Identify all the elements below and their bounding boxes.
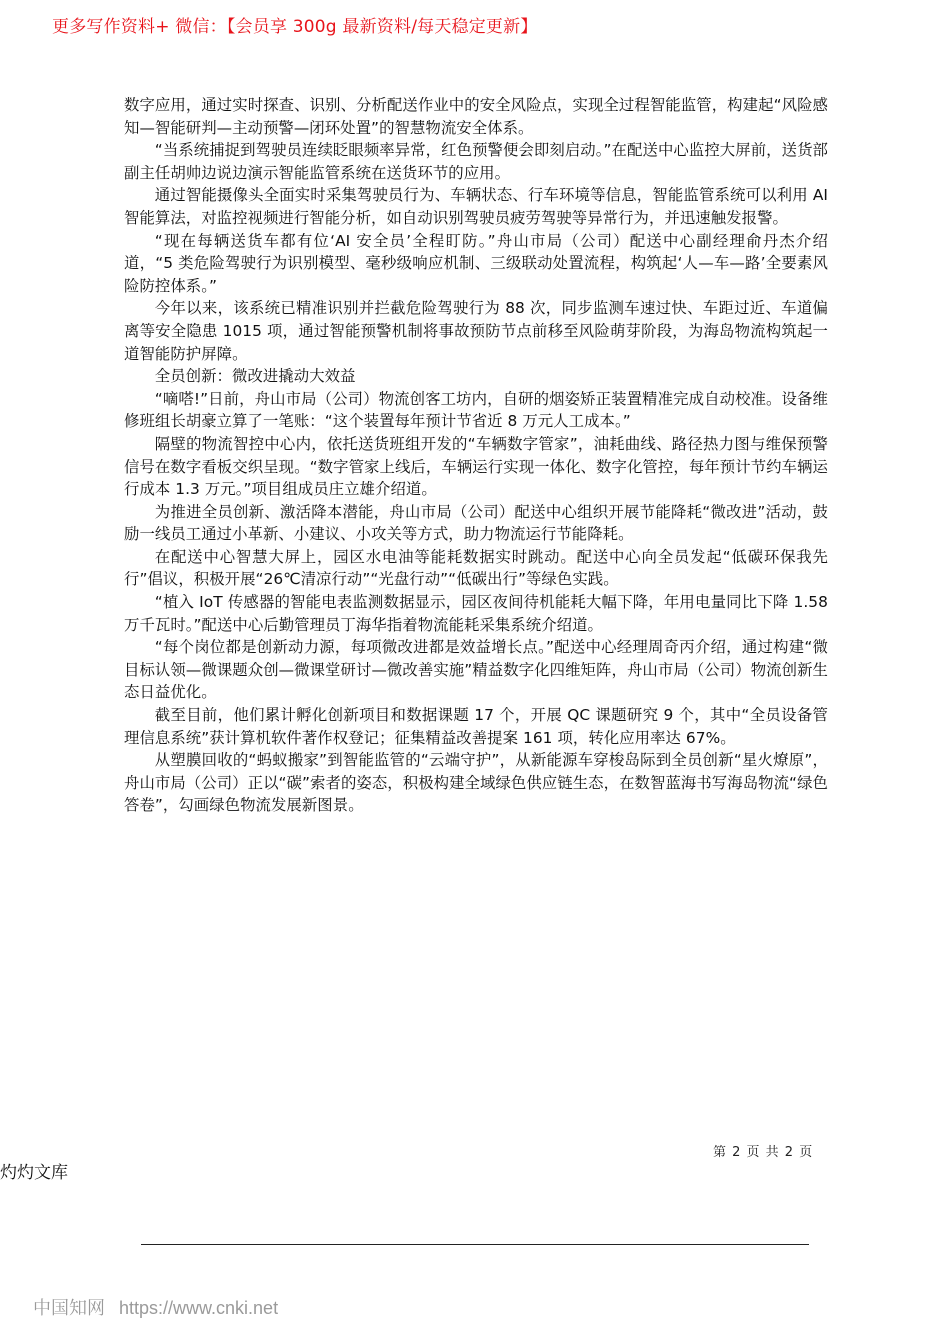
paragraph: 今年以来，该系统已精准识别并拦截危险驾驶行为 88 次，同步监测车速过快、车距过近、车道偏离等安全隐患 1015 项，通过智能预警机制将事故预防节点前移至风险萌芽阶段，为海岛物流构筑起一道智能防护屏障。	[124, 299, 828, 363]
article-body	[124, 94, 828, 817]
paragraph: 为推进全员创新、激活降本潜能，舟山市局（公司）配送中心组织开展节能降耗“微改进”活动，鼓励一线员工通过小革新、小建议、小攻关等方式，助力物流运行节能降耗。	[124, 502, 828, 544]
source-name: 中国知网	[33, 1298, 105, 1319]
promo-banner: 更多写作资料+ 微信：【会员享 300g 最新资料/每天稳定更新】	[52, 17, 538, 37]
paragraph: “嘀嗒!”日前，舟山市局（公司）物流创客工坊内，自研的烟姿矫正装置精准完成自动校准。设备维修班组长胡豪立算了一笔账：“这个装置每年预计节省近 8 万元人工成本。”	[124, 389, 828, 431]
paragraph: 隔壁的物流智控中心内，依托送货班组开发的“车辆数字管家”，油耗曲线、路径热力图与维保预警信号在数字看板交织呈现。“数字管家上线后，车辆运行实现一体化、数字化管控，每年预计节约车辆运行成本 1.3 万元。”项目组成员庄立雄介绍道。	[124, 434, 828, 499]
section-heading: 全员创新：微改进撬动大效益	[154, 367, 356, 386]
footer-divider	[141, 1244, 809, 1245]
page-number: 第 2 页 共 2 页	[713, 1145, 814, 1160]
source-watermark	[33, 1294, 278, 1320]
source-url: https://www.cnki.net	[119, 1298, 279, 1318]
paragraph: 截至目前，他们累计孵化创新项目和数据课题 17 个，开展 QC 课题研究 9 个，其中“全员设备管理信息系统”获计算机软件著作权登记；征集精益改善提案 161 项，转化应用率达 67%。	[124, 706, 828, 747]
paragraph: 在配送中心智慧大屏上，园区水电油等能耗数据实时跳动。配送中心向全员发起“低碳环保我先行”倡议，积极开展“26℃清凉行动”“光盘行动”“低碳出行”等绿色实践。	[124, 547, 828, 589]
paragraph: 从塑膜回收的“蚂蚁搬家”到智能监管的“云端守护”，从新能源车穿梭岛际到全员创新“星火燎原”，舟山市局（公司）正以“碳”索者的姿态，积极构建全域绿色供应链生态，在数智蓝海书写海岛物流“绿色答卷”，勾画绿色物流发展新图景。	[124, 751, 828, 815]
library-name: 灼灼文库	[0, 1163, 68, 1183]
paragraph: “植入 IoT 传感器的智能电表监测数据显示，园区夜间待机能耗大幅下降，年用电量同比下降 1.58 万千瓦时。”配送中心后勤管理员丁海华指着物流能耗采集系统介绍道。	[124, 593, 828, 634]
paragraph: “当系统捕捉到驾驶员连续眨眼频率异常，红色预警便会即刻启动。”在配送中心监控大屏前，送货部副主任胡帅边说边演示智能监管系统在送货环节的应用。	[124, 141, 828, 182]
paragraph: “现在每辆送货车都有位‘AI 安全员’全程盯防。”舟山市局（公司）配送中心副经理俞丹杰介绍道，“5 类危险驾驶行为识别模型、毫秒级响应机制、三级联动处置流程，构筑起‘人—车—路’全要素风险防控体系。”	[124, 231, 828, 295]
paragraph: 通过智能摄像头全面实时采集驾驶员行为、车辆状态、行车环境等信息，智能监管系统可以利用 AI 智能算法，对监控视频进行智能分析，如自动识别驾驶员疲劳驾驶等异常行为，并迅速触发报警。	[124, 186, 828, 227]
paragraph: 数字应用，通过实时探查、识别、分析配送作业中的安全风险点，实现全过程智能监管，构建起“风险感知—智能研判—主动预警—闭环处置”的智慧物流安全体系。	[124, 96, 828, 137]
paragraph: “每个岗位都是创新动力源，每项微改进都是效益增长点。”配送中心经理周奇丙介绍，通过构建“微目标认领—微课题众创—微课堂研讨—微改善实施”精益数字化四维矩阵，舟山市局（公司）物流创新生态日益优化。	[124, 638, 828, 702]
